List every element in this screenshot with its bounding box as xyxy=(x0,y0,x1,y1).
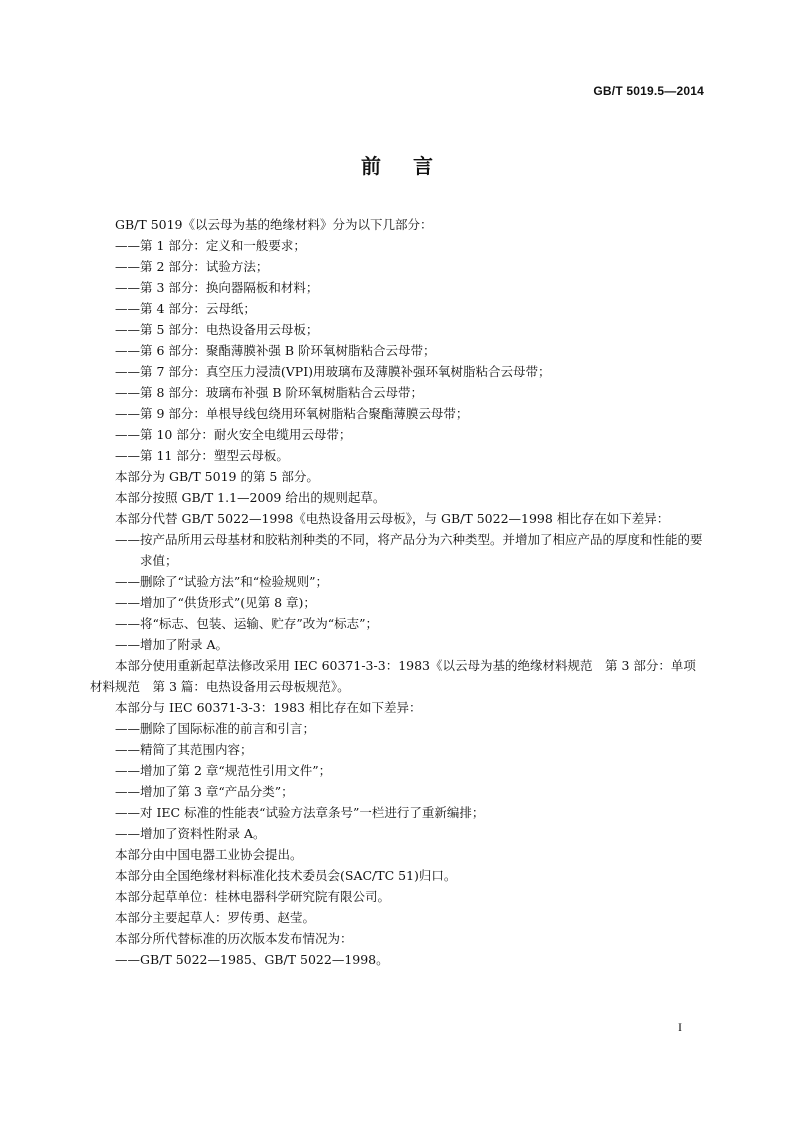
list-item-part-10: ——第 10 部分：耐火安全电缆用云母带； xyxy=(115,427,352,442)
list-item-part-7: ——第 7 部分：真空压力浸渍(VPI)用玻璃布及薄膜补强环氧树脂粘合云母带； xyxy=(115,364,551,379)
list-item-difference: ——增加了“供货形式”(见第 8 章)； xyxy=(115,595,316,610)
paragraph-history: 本部分所代替标准的历次版本发布情况为： xyxy=(115,931,353,946)
page-title: 前言 xyxy=(361,154,465,178)
list-item-iec-difference: ——增加了第 2 章“规范性引用文件”； xyxy=(115,763,332,778)
paragraph-intro: GB/T 5019《以云母为基的绝缘材料》分为以下几部分： xyxy=(115,217,433,232)
list-item-difference: ——增加了附录 A。 xyxy=(115,637,229,652)
list-item-iec-difference: ——对 IEC 标准的性能表“试验方法章条号”一栏进行了重新编排； xyxy=(115,805,485,820)
paragraph-replaces: 本部分代替 GB/T 5022—1998《电热设备用云母板》，与 GB/T 5022—1998 相比存在如下差异： xyxy=(115,511,670,526)
paragraph-this-part: 本部分为 GB/T 5019 的第 5 部分。 xyxy=(115,469,319,484)
preface-body xyxy=(90,214,706,970)
paragraph-drafting-unit: 本部分起草单位：桂林电器科学研究院有限公司。 xyxy=(115,889,391,904)
page-number: I xyxy=(678,1020,682,1034)
list-item-history: ——GB/T 5022—1985、GB/T 5022—1998。 xyxy=(115,952,389,967)
list-item-iec-difference: ——增加了第 3 章“产品分类”； xyxy=(115,784,294,799)
list-item-difference: ——将“标志、包装、运输、贮存”改为“标志”； xyxy=(115,616,379,631)
list-item-iec-difference: ——精简了其范围内容； xyxy=(115,742,253,757)
list-item-part-6: ——第 6 部分：聚酯薄膜补强 B 阶环氧树脂粘合云母带； xyxy=(115,343,436,358)
paragraph-under-jurisdiction: 本部分由全国绝缘材料标准化技术委员会(SAC/TC 51)归口。 xyxy=(115,868,457,883)
list-item-part-3: ——第 3 部分：换向器隔板和材料； xyxy=(115,280,319,295)
list-item-iec-difference: ——增加了资料性附录 A。 xyxy=(115,826,266,841)
list-item-part-9: ——第 9 部分：单根导线包绕用环氧树脂粘合聚酯薄膜云母带； xyxy=(115,406,469,421)
list-item-part-5: ——第 5 部分：电热设备用云母板； xyxy=(115,322,319,337)
list-item-difference: ——删除了“试验方法”和“检验规则”； xyxy=(115,574,329,589)
list-item-part-4: ——第 4 部分：云母纸； xyxy=(115,301,256,316)
standard-number: GB/T 5019.5—2014 xyxy=(593,84,704,98)
list-item-difference: ——按产品所用云母基材和胶粘剂种类的不同，将产品分为六种类型。并增加了相应产品的厚度和性能的要求值； xyxy=(115,532,703,568)
list-item-part-8: ——第 8 部分：玻璃布补强 B 阶环氧树脂粘合云母带； xyxy=(115,385,424,400)
paragraph-iec-differences: 本部分与 IEC 60371-3-3：1983 相比存在如下差异： xyxy=(115,700,422,715)
list-item-part-11: ——第 11 部分：塑型云母板。 xyxy=(115,448,289,463)
list-item-part-1: ——第 1 部分：定义和一般要求； xyxy=(115,238,306,253)
paragraph-proposed-by: 本部分由中国电器工业协会提出。 xyxy=(115,847,303,862)
paragraph-drafters: 本部分主要起草人：罗传勇、赵莹。 xyxy=(115,910,316,925)
paragraph-iec-adoption: 本部分使用重新起草法修改采用 IEC 60371-3-3：1983《以云母为基的绝缘材料规范 第 3 部分：单项材料规范 第 3 篇：电热设备用云母板规范》。 xyxy=(90,658,696,694)
list-item-iec-difference: ——删除了国际标准的前言和引言； xyxy=(115,721,316,736)
list-item-part-2: ——第 2 部分：试验方法； xyxy=(115,259,269,274)
paragraph-drafting-rules: 本部分按照 GB/T 1.1—2009 给出的规则起草。 xyxy=(115,490,386,505)
